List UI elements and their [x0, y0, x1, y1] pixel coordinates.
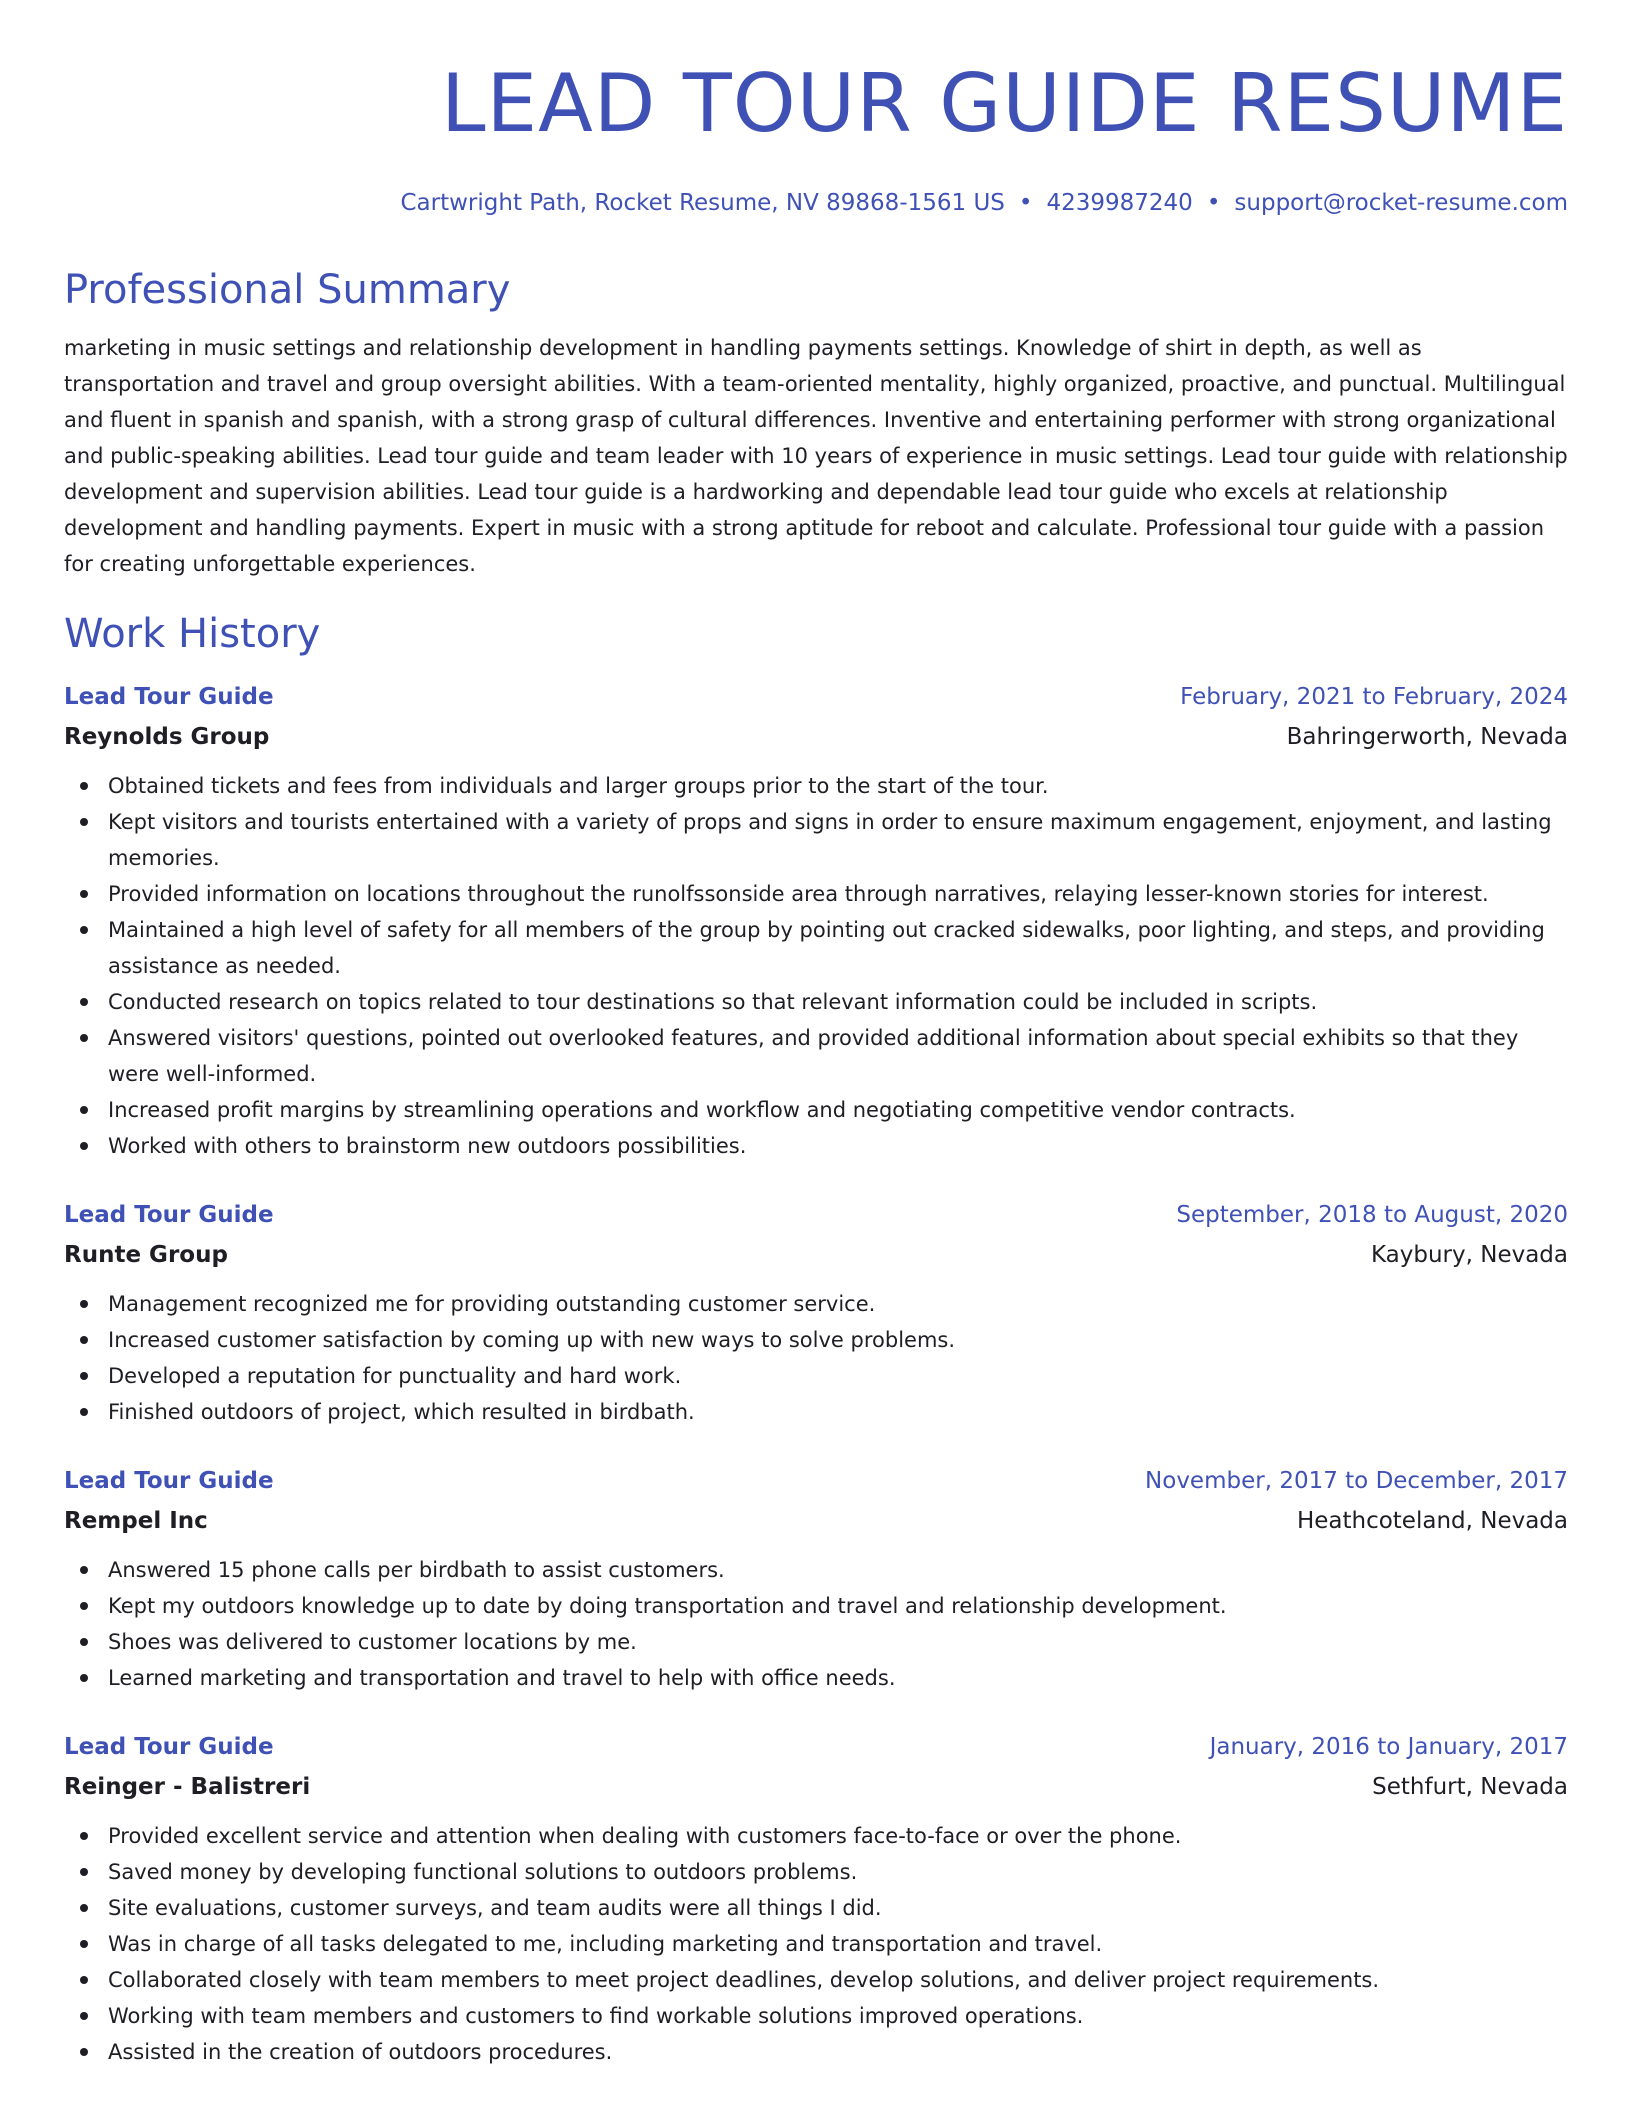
job-company: Reinger - Balistreri [64, 1774, 311, 1800]
bullet-item: Management recognized me for providing outstanding customer service. [64, 1286, 1568, 1322]
bullet-item: Provided excellent service and attention when dealing with customers face-to-face or over the phone. [64, 1818, 1568, 1854]
bullet-item: Provided information on locations throughout the runolfssonside area through narratives, relaying lesser-known stories for interest. [64, 876, 1568, 912]
contact-email[interactable]: support@rocket-resume.com [1234, 190, 1568, 216]
job-location: Bahringerworth, Nevada [1286, 724, 1568, 750]
job-entry [64, 1732, 1568, 2070]
job-entry [64, 682, 1568, 1164]
contact-line [64, 188, 1568, 218]
bullet-item: Answered 15 phone calls per birdbath to assist customers. [64, 1552, 1568, 1588]
job-location: Sethfurt, Nevada [1372, 1774, 1568, 1800]
summary-text: marketing in music settings and relationship development in handling payments settings. Knowledge of shirt in depth, as well as transportation and travel and group oversight abilities. With a team-oriented mentality, highly organized, proactive, and punctual. Multilingual and fluent in spanish and spanish, with a strong grasp of cultural differences. Inventive and entertaining performer with strong organizational and public-speaking abilities. Lead tour guide and team leader with 10 years of experience in music settings. Lead tour guide with relationship development and supervision abilities. Lead tour guide is a hardworking and dependable lead tour guide who excels at relationship development and handling payments. Expert in music with a strong aptitude for reboot and calculate. Professional tour guide with a passion for creating unforgettable experiences. [64, 336, 1568, 576]
summary-heading: Professional Summary [64, 267, 511, 313]
resume-page [64, 56, 1568, 2070]
bullet-item: Learned marketing and transportation and travel to help with office needs. [64, 1660, 1568, 1696]
job-location: Heathcoteland, Nevada [1296, 1508, 1568, 1534]
contact-separator: • [1206, 190, 1221, 216]
job-bullets [64, 768, 1568, 1164]
bullet-item: Kept my outdoors knowledge up to date by doing transportation and travel and relationship development. [64, 1588, 1568, 1624]
job-company: Runte Group [64, 1242, 228, 1268]
job-title: Lead Tour Guide [64, 1468, 274, 1494]
job-company: Reynolds Group [64, 724, 270, 750]
contact-separator: • [1018, 190, 1033, 216]
job-company: Rempel Inc [64, 1508, 208, 1534]
job-dates: November, 2017 to December, 2017 [1145, 1468, 1568, 1494]
job-entry [64, 1200, 1568, 1430]
bullet-item: Saved money by developing functional solutions to outdoors problems. [64, 1854, 1568, 1890]
job-entry [64, 1466, 1568, 1696]
job-title: Lead Tour Guide [64, 684, 274, 710]
job-location: Kaybury, Nevada [1370, 1242, 1568, 1268]
job-dates: January, 2016 to January, 2017 [1209, 1734, 1568, 1760]
bullet-item: Developed a reputation for punctuality and hard work. [64, 1358, 1568, 1394]
bullet-item: Obtained tickets and fees from individuals and larger groups prior to the start of the tour. [64, 768, 1568, 804]
job-bullets [64, 1552, 1568, 1696]
bullet-item: Assisted in the creation of outdoors procedures. [64, 2034, 1568, 2070]
bullet-item: Increased profit margins by streamlining operations and workflow and negotiating competitive vendor contracts. [64, 1092, 1568, 1128]
bullet-item: Collaborated closely with team members to meet project deadlines, develop solutions, and deliver project requirements. [64, 1962, 1568, 1998]
resume-title: LEAD TOUR GUIDE RESUME [440, 57, 1568, 150]
bullet-item: Was in charge of all tasks delegated to me, including marketing and transportation and travel. [64, 1926, 1568, 1962]
bullet-item: Increased customer satisfaction by coming up with new ways to solve problems. [64, 1322, 1568, 1358]
work-history-heading: Work History [64, 611, 321, 657]
job-bullets [64, 1286, 1568, 1430]
bullet-item: Maintained a high level of safety for all members of the group by pointing out cracked sidewalks, poor lighting, and steps, and providing assistance as needed. [64, 912, 1568, 984]
bullet-item: Answered visitors' questions, pointed out overlooked features, and provided additional information about special exhibits so that they were well-informed. [64, 1020, 1568, 1092]
job-title: Lead Tour Guide [64, 1734, 274, 1760]
bullet-item: Working with team members and customers to find workable solutions improved operations. [64, 1998, 1568, 2034]
contact-phone: 4239987240 [1046, 190, 1193, 216]
job-dates: February, 2021 to February, 2024 [1180, 684, 1568, 710]
bullet-item: Conducted research on topics related to tour destinations so that relevant information could be included in scripts. [64, 984, 1568, 1020]
bullet-item: Site evaluations, customer surveys, and team audits were all things I did. [64, 1890, 1568, 1926]
bullet-item: Worked with others to brainstorm new outdoors possibilities. [64, 1128, 1568, 1164]
job-dates: September, 2018 to August, 2020 [1176, 1202, 1568, 1228]
job-bullets [64, 1818, 1568, 2070]
contact-address: Cartwright Path, Rocket Resume, NV 89868-1561 US [400, 190, 1005, 216]
job-title: Lead Tour Guide [64, 1202, 274, 1228]
bullet-item: Finished outdoors of project, which resulted in birdbath. [64, 1394, 1568, 1430]
bullet-item: Shoes was delivered to customer locations by me. [64, 1624, 1568, 1660]
bullet-item: Kept visitors and tourists entertained with a variety of props and signs in order to ensure maximum engagement, enjoyment, and lasting memories. [64, 804, 1568, 876]
